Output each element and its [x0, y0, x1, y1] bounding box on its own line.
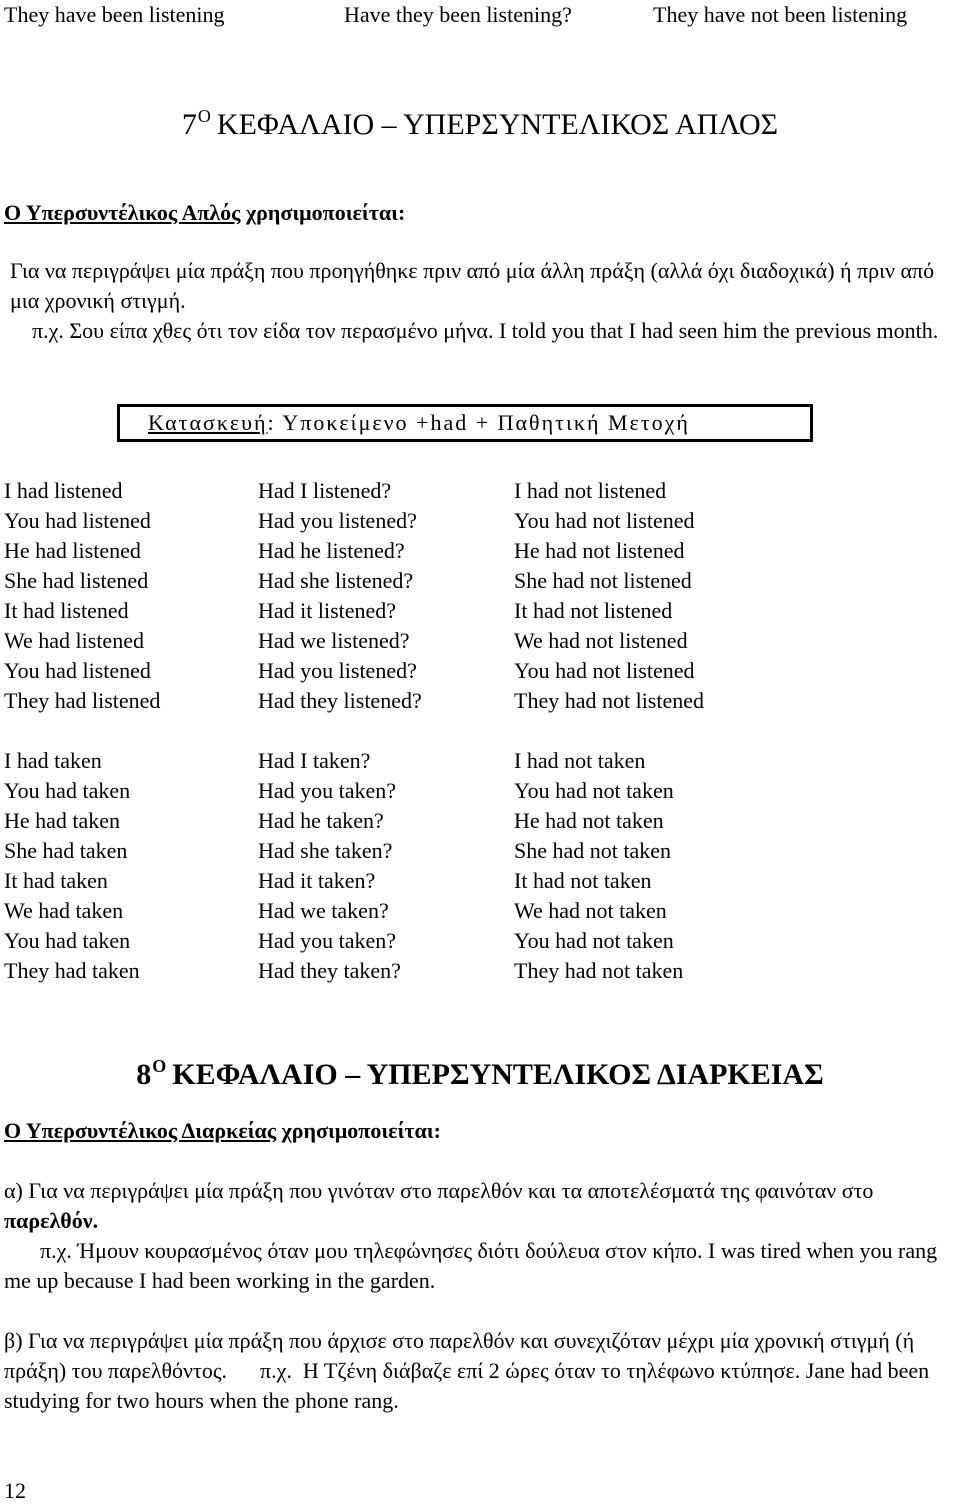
take-table-affirmative-cell: We had taken: [4, 898, 124, 923]
take-table-affirmative-cell: I had taken: [4, 748, 102, 773]
take-table-question-cell: Had you taken?: [258, 778, 397, 803]
listen-table-question-cell: Had they listened?: [258, 688, 422, 713]
take-table-question-cell: Had you taken?: [258, 928, 397, 953]
listen-table-question-cell: Had we listened?: [258, 628, 410, 653]
take-table-question-cell: Had we taken?: [258, 898, 389, 923]
take-table-question-cell: Had I taken?: [258, 748, 371, 773]
chapter-8-usage-suffix: χρησιμοποιείται:: [276, 1118, 441, 1143]
chapter-7-number: 7: [181, 108, 197, 141]
construction-box: [117, 404, 813, 442]
take-table-affirmative-cell: You had taken: [4, 928, 131, 953]
take-table-negative-cell: She had not taken: [514, 838, 672, 863]
top-row-question: Have they been listening?: [344, 2, 572, 27]
listen-table-affirmative-cell: He had listened: [4, 538, 141, 563]
take-table-affirmative-cell: He had taken: [4, 808, 121, 833]
listen-table-question-cell: Had you listened?: [258, 508, 417, 533]
take-table-negative-cell: We had not taken: [514, 898, 667, 923]
chapter-8-point-a: [4, 1176, 946, 1236]
take-table-affirmative-cell: It had taken: [4, 868, 108, 893]
take-table-question-cell: Had they taken?: [258, 958, 401, 983]
listen-table-question-cell: Had I listened?: [258, 478, 392, 503]
listen-table-affirmative-cell: She had listened: [4, 568, 149, 593]
chapter-8-number: 8: [136, 1058, 152, 1091]
chapter-8-heading: [0, 1046, 960, 1095]
listen-table-negative-cell: You had not listened: [514, 508, 695, 533]
listen-table-affirmative-cell: They had listened: [4, 688, 161, 713]
top-row-negative: They have not been listening: [653, 2, 908, 27]
chapter-7-example: π.χ. Σου είπα χθες ότι τον είδα τον περασμένο μήνα. I told you that I had seen him the previous month.: [32, 318, 939, 343]
take-table-question-cell: Had he taken?: [258, 808, 384, 833]
point-a-bold: παρελθόν.: [4, 1208, 99, 1233]
chapter-8-point-a-example: π.χ. Ήμουν κουρασμένος όταν μου τηλεφώνησες διότι δούλευα στον κήπο. I was tired when you rang me up because I had been working in the garden.: [4, 1238, 938, 1293]
chapter-7-sup: Ο: [197, 106, 211, 126]
listen-table-negative-cell: You had not listened: [514, 658, 695, 683]
take-table-negative-cell: It had not taken: [514, 868, 652, 893]
take-table-question-cell: Had it taken?: [258, 868, 376, 893]
take-table-affirmative-cell: They had taken: [4, 958, 140, 983]
listen-table-negative-cell: I had not listened: [514, 478, 667, 503]
take-table-affirmative-cell: You had taken: [4, 778, 131, 803]
construction-formula: : Υποκείμενο +had + Παθητική Μετοχή: [267, 410, 690, 435]
listen-table-negative-cell: We had not listened: [514, 628, 688, 653]
listen-table-affirmative-cell: I had listened: [4, 478, 123, 503]
top-row-affirmative: They have been listening: [4, 2, 225, 27]
chapter-7-heading: [0, 96, 960, 145]
listen-table-question-cell: Had it listened?: [258, 598, 397, 623]
listen-table-affirmative-cell: You had listened: [4, 658, 151, 683]
listen-table-question-cell: Had he listened?: [258, 538, 405, 563]
listen-table-negative-cell: They had not listened: [514, 688, 705, 713]
chapter-8-sup: Ο: [152, 1056, 167, 1076]
listen-table-negative-cell: It had not listened: [514, 598, 673, 623]
chapter-7-title: ΚΕΦΑΛΑΙΟ – ΥΠΕΡΣΥΝΤΕΛΙΚΟΣ ΑΠΛΟΣ: [216, 108, 779, 141]
take-table-question-cell: Had she taken?: [258, 838, 393, 863]
page-number: 12: [4, 1478, 26, 1503]
take-table-affirmative-cell: She had taken: [4, 838, 128, 863]
point-a-text: α) Για να περιγράψει μία πράξη που γινόταν στο παρελθόν και τα αποτελέσματά της φαινόταν στο: [4, 1178, 874, 1203]
listen-table-affirmative-cell: It had listened: [4, 598, 129, 623]
chapter-8-title: ΚΕΦΑΛΑΙΟ – ΥΠΕΡΣΥΝΤΕΛΙΚΟΣ ΔΙΑΡΚΕΙΑΣ: [172, 1058, 824, 1091]
chapter-8-usage-title: Ο Υπερσυντέλικος Διαρκείας: [4, 1118, 277, 1143]
chapter-7-usage-heading: [4, 198, 405, 228]
chapter-7-usage-suffix: χρησιμοποιείται:: [240, 200, 406, 225]
take-table-negative-cell: He had not taken: [514, 808, 664, 833]
listen-table-question-cell: Had she listened?: [258, 568, 414, 593]
take-table-negative-cell: I had not taken: [514, 748, 646, 773]
listen-table-negative-cell: She had not listened: [514, 568, 692, 593]
listen-table-affirmative-cell: We had listened: [4, 628, 144, 653]
take-table-negative-cell: They had not taken: [514, 958, 684, 983]
chapter-8-usage-heading: [4, 1116, 441, 1146]
chapter-7-usage-title: Ο Υπερσυντέλικος Απλός: [4, 200, 241, 225]
listen-table-question-cell: Had you listened?: [258, 658, 417, 683]
take-table-negative-cell: You had not taken: [514, 928, 674, 953]
construction-label: Κατασκευή: [148, 410, 268, 435]
listen-table-affirmative-cell: You had listened: [4, 508, 151, 533]
take-table-negative-cell: You had not taken: [514, 778, 674, 803]
listen-table-negative-cell: He had not listened: [514, 538, 685, 563]
chapter-7-description: Για να περιγράψει μία πράξη που προηγήθηκε πριν από μία άλλη πράξη (αλλά όχι διαδοχικά) ή πριν από μια χρονική στιγμή.: [10, 258, 935, 313]
chapter-8-point-b: β) Για να περιγράψει μία πράξη που άρχισε στο παρελθόν και συνεχιζόταν μέχρι μία χρονική στιγμή (ή πράξη) του παρελθόντος. π.χ. Η Τζένη διάβαζε επί 2 ώρες όταν το τηλέφωνο κτύπησε. Jane had been studying for two hours when the phone rang.: [4, 1328, 935, 1413]
